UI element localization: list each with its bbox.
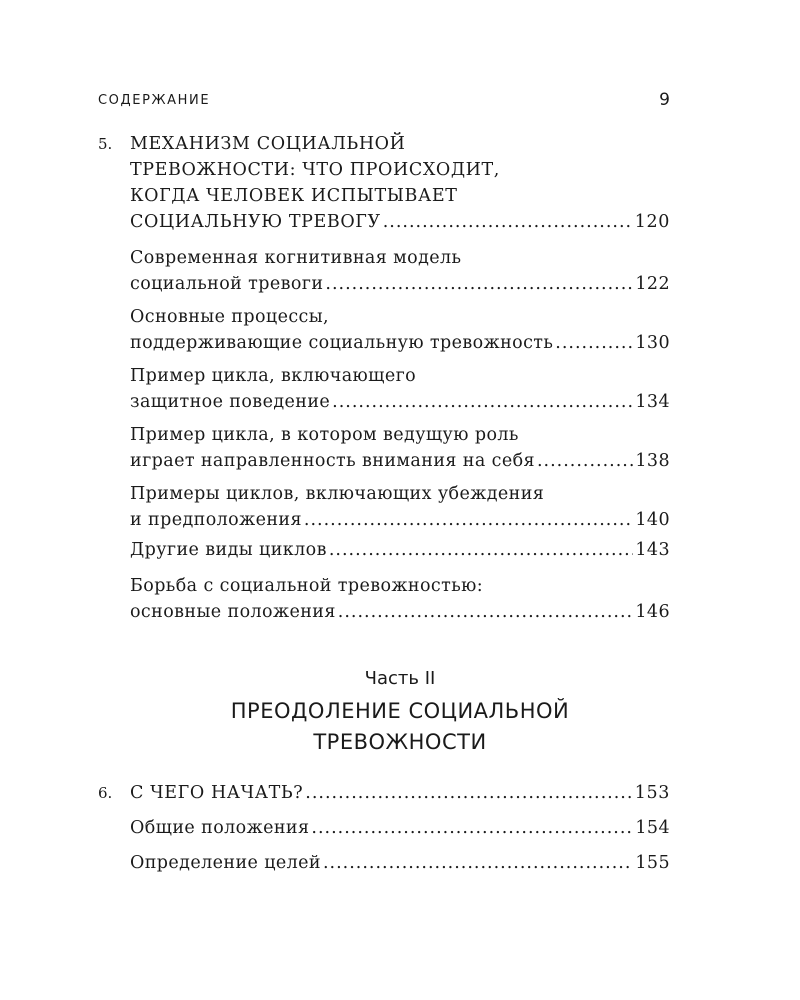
section-title-line: Общие положения [130, 818, 310, 838]
page-number: 9 [659, 90, 670, 110]
section-title-line: Современная когнитивная модель [130, 248, 462, 268]
part-title-line: ПРЕОДОЛЕНИЕ СОЦИАЛЬНОЙ [230, 699, 570, 723]
chapter-title-line: СОЦИАЛЬНУЮ ТРЕВОГУ [130, 212, 381, 232]
leader-dots [311, 815, 633, 841]
section-page: 154 [635, 818, 670, 838]
section-title-line: Примеры циклов, включающих убеждения [130, 484, 545, 504]
chapter-title-line: МЕХАНИЗМ СОЦИАЛЬНОЙ [130, 134, 406, 154]
leader-dots [329, 537, 634, 563]
leader-dots [304, 507, 633, 533]
section-page: 146 [635, 602, 670, 622]
leader-dots [332, 389, 633, 415]
leader-dots [383, 209, 633, 235]
leader-dots [325, 271, 633, 297]
toc-section[interactable] [130, 363, 670, 415]
toc-chapter-6[interactable] [98, 780, 670, 806]
section-title-line: Определение целей [130, 853, 321, 873]
leader-dots [537, 448, 633, 474]
leader-dots [305, 780, 633, 806]
chapter-title-line: КОГДА ЧЕЛОВЕК ИСПЫТЫВАЕТ [130, 186, 458, 206]
section-page: 155 [635, 853, 670, 873]
section-title-line: Основные процессы, [130, 307, 330, 327]
toc-section[interactable] [130, 815, 670, 841]
chapter-title-line: С ЧЕГО НАЧАТЬ? [130, 783, 304, 803]
section-title-line: Пример цикла, включающего [130, 366, 417, 386]
section-title-line: основные положения [130, 602, 336, 622]
part-title-line: ТРЕВОЖНОСТИ [313, 730, 487, 754]
toc-section[interactable] [130, 422, 670, 474]
toc-section[interactable] [130, 304, 670, 356]
section-title-line: поддерживающие социальную тревожность [130, 333, 554, 353]
section-title-line: социальной тревоги [130, 274, 324, 294]
section-page: 143 [635, 540, 670, 560]
part-title [0, 696, 800, 758]
section-page: 122 [635, 274, 670, 294]
running-head-title: СОДЕРЖАНИЕ [98, 93, 211, 108]
section-page: 134 [635, 392, 670, 412]
chapter-number: 5. [98, 135, 113, 153]
section-page: 138 [635, 451, 670, 471]
section-title-line: играет направленность внимания на себя [130, 451, 535, 471]
section-title-line: Пример цикла, в котором ведущую роль [130, 425, 519, 445]
section-page: 130 [635, 333, 670, 353]
section-title-line: и предположения [130, 510, 302, 530]
toc-section[interactable] [130, 573, 670, 625]
toc-section[interactable] [130, 850, 670, 876]
toc-section[interactable] [130, 537, 670, 563]
section-page: 140 [635, 510, 670, 530]
part-label: Часть II [364, 668, 436, 689]
leader-dots [555, 330, 633, 356]
toc-chapter-5[interactable] [98, 131, 670, 235]
chapter-page: 153 [634, 783, 670, 803]
section-title-line: защитное поведение [130, 392, 331, 412]
leader-dots [323, 850, 633, 876]
chapter-number: 6. [98, 784, 113, 802]
chapter-page: 120 [634, 212, 670, 232]
section-title-line: Борьба с социальной тревожностью: [130, 576, 484, 596]
leader-dots [338, 599, 634, 625]
toc-section[interactable] [130, 245, 670, 297]
toc-section[interactable] [130, 481, 670, 533]
section-title-line: Другие виды циклов [130, 540, 327, 560]
chapter-title-line: ТРЕВОЖНОСТИ: ЧТО ПРОИСХОДИТ, [130, 160, 500, 180]
